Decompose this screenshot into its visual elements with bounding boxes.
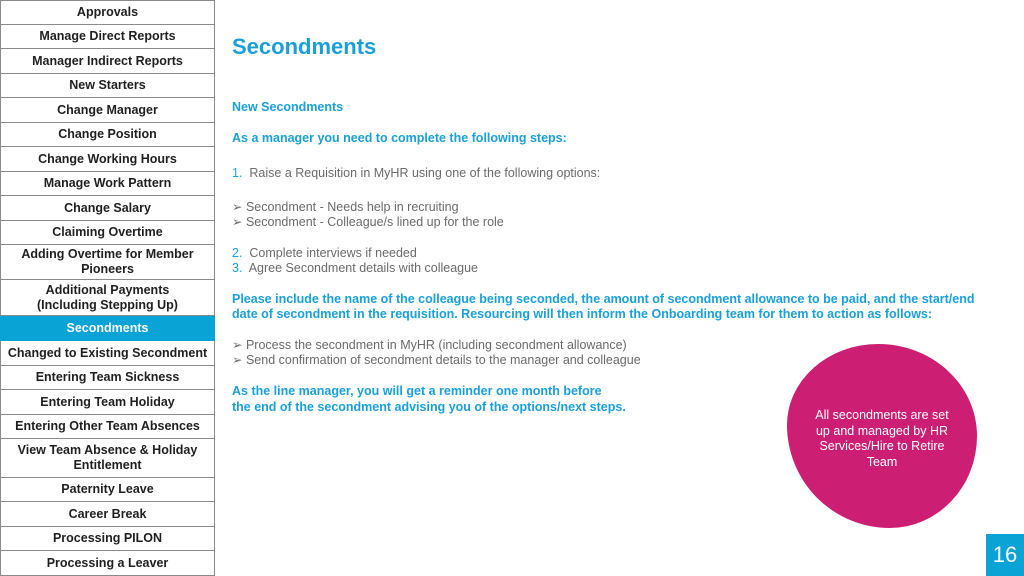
page-title: Secondments [232,34,377,59]
sidebar-item-processing-pilon[interactable]: Processing PILON [0,527,215,551]
step-3-text: Agree Secondment details with colleague [248,261,479,275]
sidebar-item-manage-direct-reports[interactable]: Manage Direct Reports [0,25,215,49]
step-2-number: 2. [232,246,243,260]
sidebar-item-adding-overtime[interactable]: Adding Overtime for Member Pioneers [0,245,215,280]
sidebar-item-entering-team-holiday[interactable]: Entering Team Holiday [0,390,215,415]
option-text: Secondment - Colleague/s lined up for the role [245,215,504,229]
action-item [232,337,627,353]
step-2-text: Complete interviews if needed [249,246,417,260]
sidebar-item-manage-work-pattern[interactable]: Manage Work Pattern [0,172,215,196]
sidebar-item-manager-indirect-reports[interactable]: Manager Indirect Reports [0,49,215,74]
sidebar-item-changed-to-existing-secondment[interactable]: Changed to Existing Secondment [0,341,215,366]
sidebar-item-secondments[interactable]: Secondments [0,316,215,341]
step-1 [232,165,600,181]
sidebar-item-claiming-overtime[interactable]: Claiming Overtime [0,221,215,245]
action-text: Process the secondment in MyHR (including secondment allowance) [245,338,627,352]
action-text: Send confirmation of secondment details to the manager and colleague [245,353,641,367]
reminder-line-2: the end of the secondment advising you of the options/next steps. [232,400,626,414]
sidebar-item-change-manager[interactable]: Change Manager [0,98,215,123]
intro-text: As a manager you need to complete the following steps: [232,131,567,145]
section-subtitle: New Secondments [232,100,344,114]
sidebar-item-view-team-absence[interactable]: View Team Absence & Holiday Entitlement [0,439,215,478]
sidebar-item-additional-payments[interactable]: Additional Payments (Including Stepping Up) [0,280,215,316]
sidebar-nav [0,0,216,576]
sidebar-item-entering-other-team-absences[interactable]: Entering Other Team Absences [0,415,215,439]
sidebar-item-new-starters[interactable]: New Starters [0,74,215,98]
step-2 [232,245,417,261]
arrow-bullet-icon: ➢ [232,338,243,352]
arrow-bullet-icon: ➢ [232,200,243,214]
step-3-number: 3. [232,261,243,275]
sidebar-item-processing-a-leaver[interactable]: Processing a Leaver [0,551,215,576]
step-1-number: 1. [232,166,243,180]
option-item [232,199,459,215]
requisition-note-line-2: date of secondment in the requisition. Resourcing will then inform the Onboarding team for them to action as follows: [232,307,933,321]
callout-text: All secondments are set up and managed by HR Services/Hire to Retire Team [815,408,949,469]
sidebar-item-approvals[interactable]: Approvals [0,0,215,25]
step-3 [232,260,478,276]
sidebar-item-entering-team-sickness[interactable]: Entering Team Sickness [0,366,215,390]
sidebar-item-paternity-leave[interactable]: Paternity Leave [0,478,215,502]
sidebar-item-change-salary[interactable]: Change Salary [0,196,215,221]
action-item [232,352,641,368]
sidebar-item-change-working-hours[interactable]: Change Working Hours [0,147,215,172]
arrow-bullet-icon: ➢ [232,353,243,367]
option-item [232,214,504,230]
sidebar-item-career-break[interactable]: Career Break [0,502,215,527]
page-number: 16 [986,534,1024,576]
sidebar-item-change-position[interactable]: Change Position [0,123,215,147]
reminder-line-1: As the line manager, you will get a reminder one month before [232,384,602,398]
requisition-note-line-1: Please include the name of the colleague being seconded, the amount of secondment allowance to be paid, and the start/end [232,292,975,306]
arrow-bullet-icon: ➢ [232,215,243,229]
option-text: Secondment - Needs help in recruiting [245,200,459,214]
step-1-text: Raise a Requisition in MyHR using one of the following options: [249,166,601,180]
